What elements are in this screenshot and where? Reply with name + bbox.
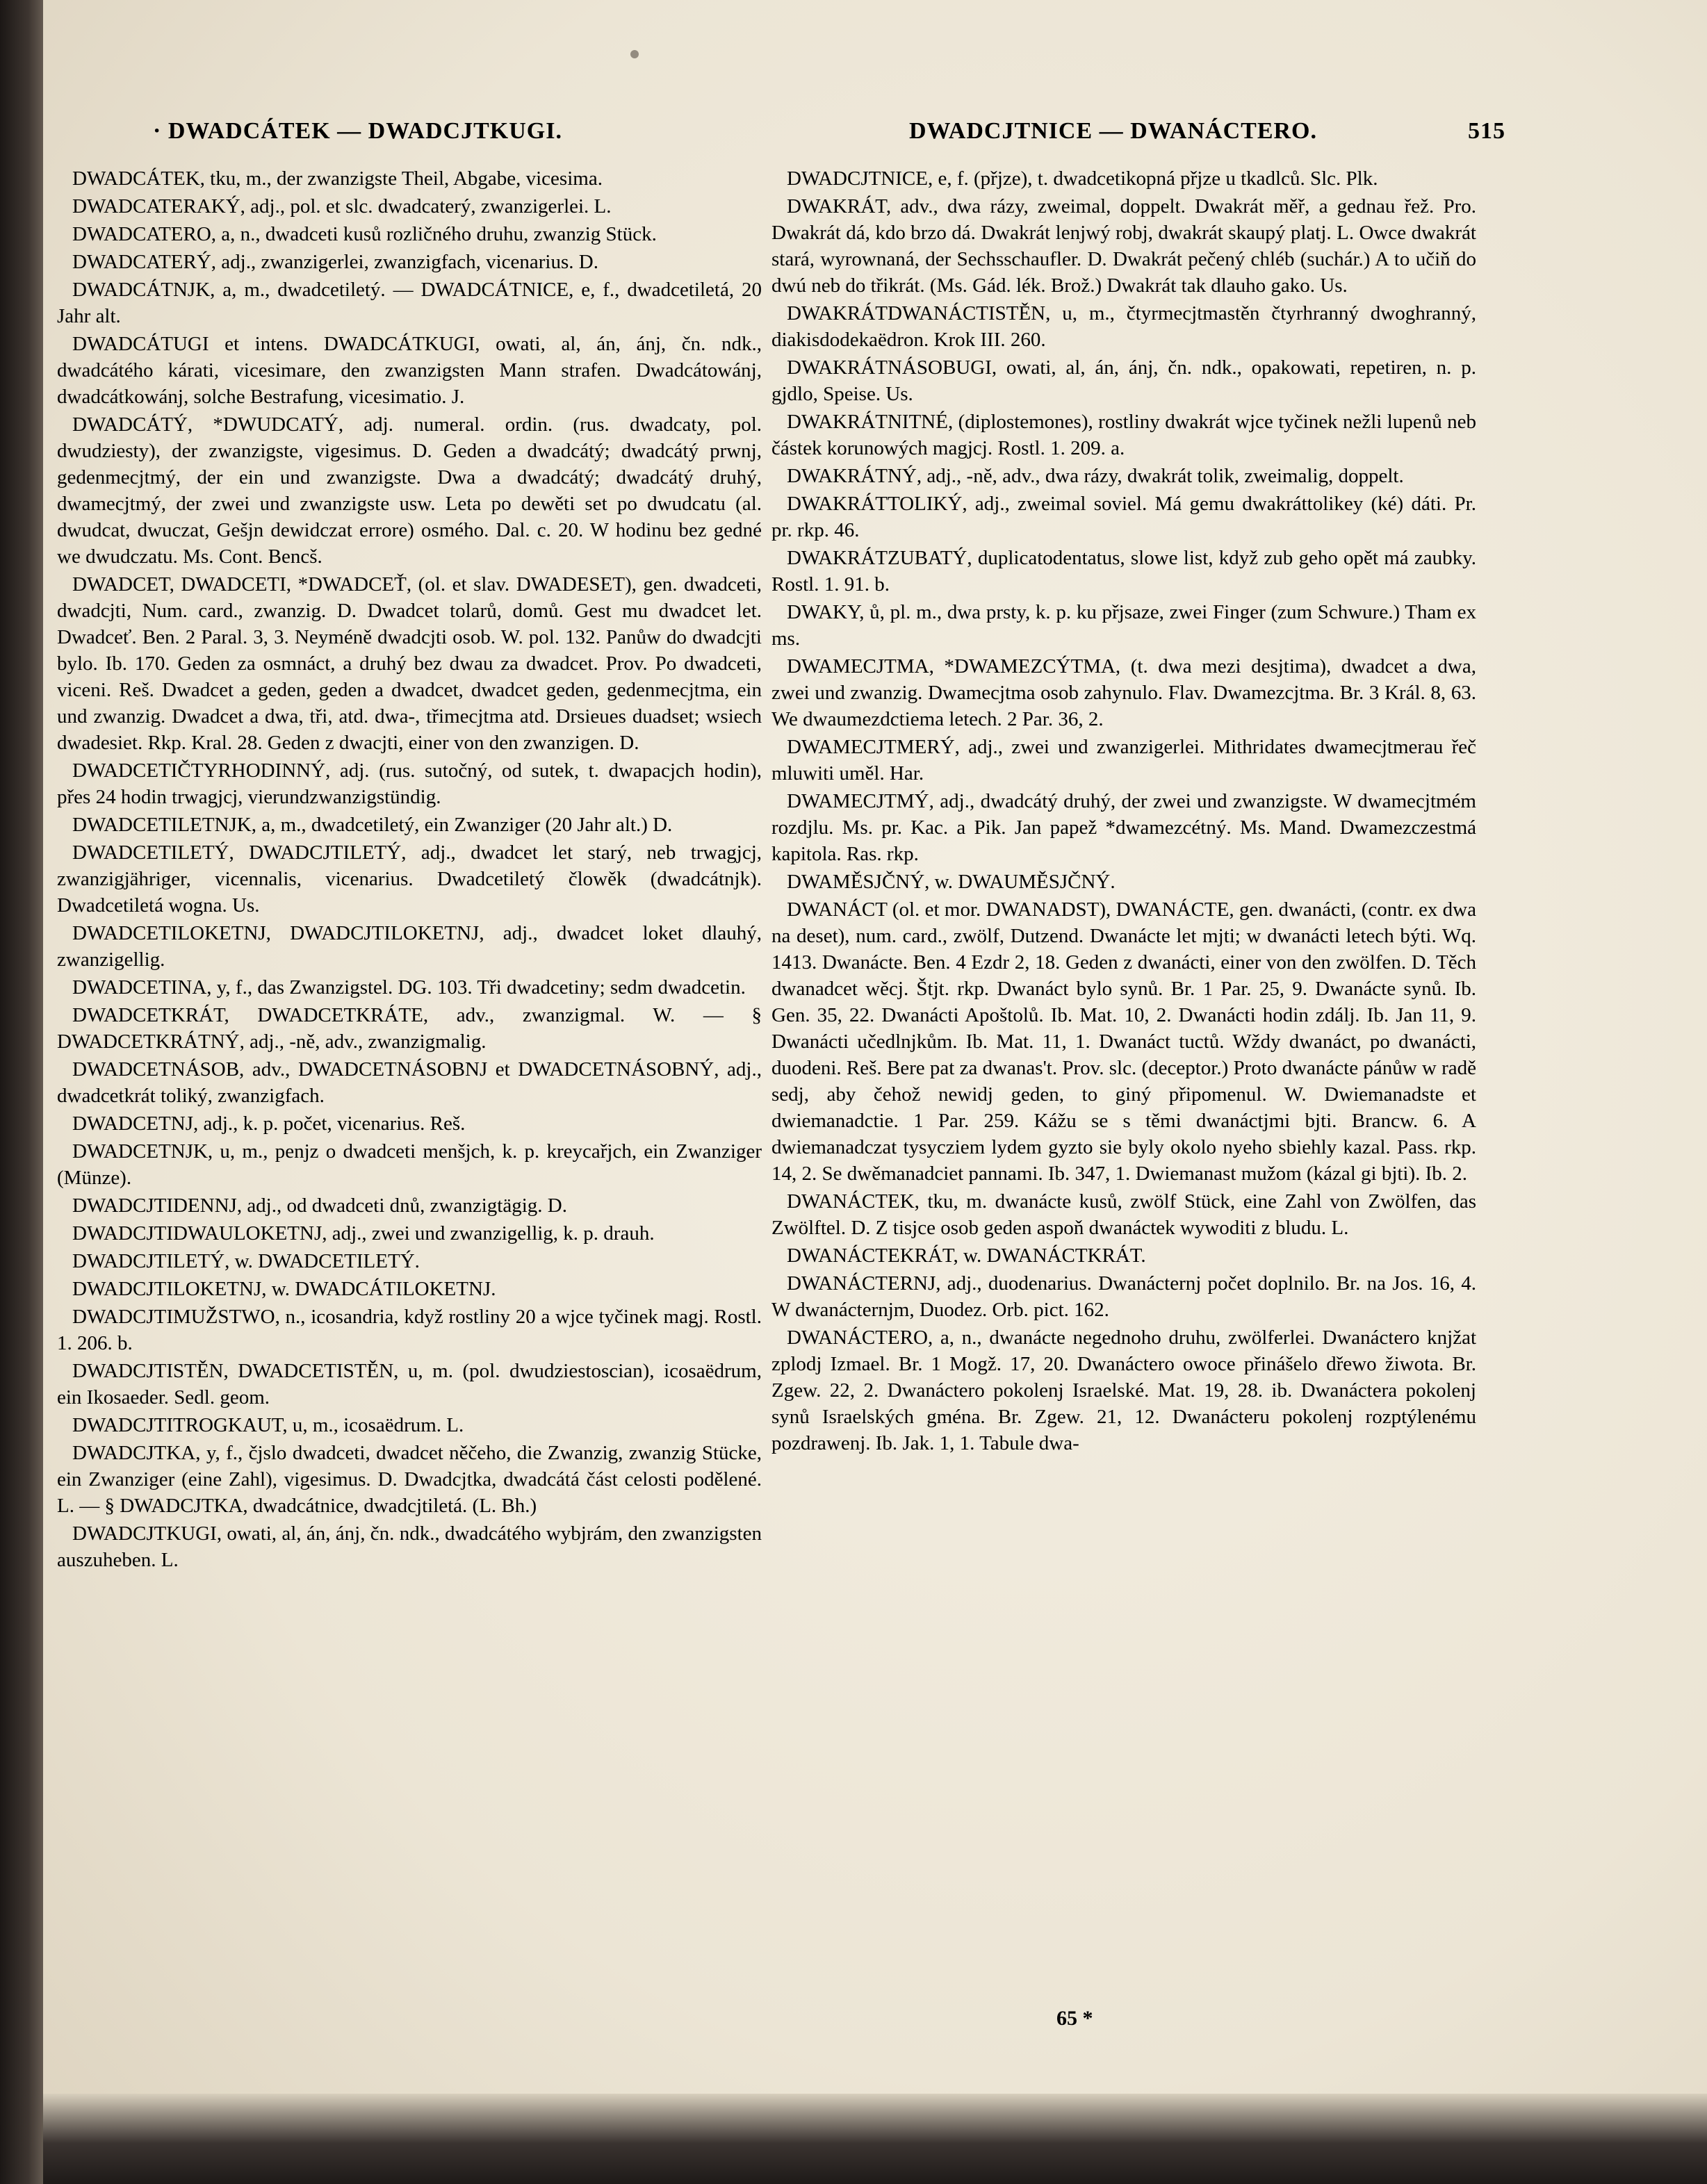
page-number: 515 bbox=[1468, 118, 1505, 144]
entry: DWADCETILETNJK, a, m., dwadcetiletý, ein Zwanziger (20 Jahr alt.) D. bbox=[72, 814, 673, 836]
entry: DWADCJTISTĚN, DWADCETISTĚN, u, m. (pol. dwudziestoscian), icosaëdrum, ein Ikosaeder. Sedl. geom. bbox=[57, 1360, 762, 1409]
entry: DWADCETIČTYRHODINNÝ, adj. (rus. sutočný, od sutek, t. dwapacjch hodin), přes 24 hodin trwagjcj, vierundzwanzigstündig. bbox=[57, 760, 762, 808]
signature-mark: 65 * bbox=[1056, 2007, 1093, 2030]
entry: DWADCJTNICE, e, f. (přjze), t. dwadcetikopná přjze u tkadlců. Slc. Plk. bbox=[787, 167, 1378, 190]
entry: DWAMECJTMERÝ, adj., zwei und zwanzigerlei. Mithridates dwamecjtmerau řeč mluwiti uměl. Har. bbox=[771, 736, 1476, 785]
entry: DWANÁCTERO, a, n., dwanácte negednoho druhu, zwölferlei. Dwanáctero knjžat zplodj Izmael. Br. 1 Mogž. 17, 20. Dwanáctero owoce přinášelo dřewo žiwota. Br. Zgew. 22, 2. Dwanáctero pokolenj Israelské. Mat. 19, 28. ib. Dwanáctera pokolenj synů Israelských gména. Br. Zgew. 21, 12. Dwanácteru pokolenj rozptýlenému pozdrawenj. Ib. Jak. 1, 1. Tabule dwa- bbox=[771, 1327, 1476, 1454]
entry: DWADCET, DWADCETI, *DWADCEŤ, (ol. et slav. DWADESET), gen. dwadceti, dwadcjti, Num. card., zwanzig. D. Dwadcet tolarů, domů. Gest mu dwadcet let. Dwadceť. Ben. 2 Paral. 3, 3. Neyméně dwadcjti osob. W. pol. 132. Panůw do dwadcjti bylo. Ib. 170. Geden za osmnáct, a druhý bez dwau za dwadcet. Prov. Po dwadceti, viceni. Reš. Dwadcet a geden, geden a dwadcet, dwadcet geden, gedenmecjtma, ein und zwanzig. Dwadcet a dwa, tři, atd. dwa-, třimecjtma atd. Drsieues duadset; wsiech dwadesiet. Rkp. Kral. 28. Geden z dwacjti, einer von den zwanzigen. D. bbox=[57, 573, 762, 754]
entry: DWAMĚSJČNÝ, w. DWAUMĚSJČNÝ. bbox=[787, 871, 1116, 893]
entry: DWADCATERO, a, n., dwadceti kusů rozličného druhu, zwanzig Stück. bbox=[72, 223, 657, 245]
entry: DWAKRÁTDWANÁCTISTĚN, u, m., čtyrmecjtmastěn čtyrhranný dwoghranný, diakisdodekaëdron. Krok III. 260. bbox=[771, 302, 1476, 351]
entry: DWADCJTITROGKAUT, u, m., icosaëdrum. L. bbox=[72, 1414, 464, 1436]
right-column bbox=[771, 165, 1476, 1458]
entry: DWADCJTKA, y, f., čjslo dwadceti, dwadcet něčeho, die Zwanzig, zwanzig Stücke, ein Zwanziger (eine Zahl), vigesimus. D. Dwadcjtka, dwadcátá část celosti podělené. L. — § DWADCJTKA, dwadcátnice, dwadcjtiletá. (L. Bh.) bbox=[57, 1442, 762, 1517]
entry: DWAKRÁTZUBATÝ, duplicatodentatus, slowe list, když zub geho opět má zaubky. Rostl. 1. 91. b. bbox=[771, 547, 1476, 596]
entry: DWADCETNJ, adj., k. p. počet, vicenarius. Reš. bbox=[72, 1112, 466, 1135]
entry: DWAKRÁTNÝ, adj., -ně, adv., dwa rázy, dwakrát tolik, zweimalig, doppelt. bbox=[787, 465, 1404, 487]
running-head-right: DWADCJTNICE — DWANÁCTERO. bbox=[909, 118, 1317, 144]
entry: DWAKRÁTNITNÉ, (diplostemones), rostliny dwakrát wjce tyčinek nežli lupenů neb částek korunowých magjcj. Rostl. 1. 209. a. bbox=[771, 411, 1476, 459]
entry: DWADCATERÝ, adj., zwanzigerlei, zwanzigfach, vicenarius. D. bbox=[72, 251, 598, 273]
entry: DWADCÁTUGI et intens. DWADCÁTKUGI, owati, al, án, ánj, čn. ndk., dwadcátého kárati, vicesimare, den zwanzigsten Mann strafen. Dwadcátowánj, dwadcátkowánj, solche Bestrafung, vicesimatio. J. bbox=[57, 333, 762, 408]
entry: DWADCETKRÁT, DWADCETKRÁTE, adv., zwanzigmal. W. — § DWADCETKRÁTNÝ, adj., -ně, adv., zwanzigmalig. bbox=[57, 1004, 762, 1053]
entry: DWADCJTIDWAULOKETNJ, adj., zwei und zwanzigellig, k. p. drauh. bbox=[72, 1222, 655, 1245]
ink-spot bbox=[630, 50, 639, 58]
entry: DWAKRÁTNÁSOBUGI, owati, al, án, ánj, čn. ndk., opakowati, repetiren, n. p. gjdlo, Speise. Us. bbox=[771, 356, 1476, 405]
entry: DWADCJTIMUŽSTWO, n., icosandria, když rostliny 20 a wjce tyčinek magj. Rostl. 1. 206. b. bbox=[57, 1306, 762, 1354]
left-column bbox=[57, 165, 762, 1575]
entry: DWADCÁTÝ, *DWUDCATÝ, adj. numeral. ordin. (rus. dwadcaty, pol. dwudziesty), der zwanzigste, vigesimus. D. Geden a dwadcátý; dwadcátý prwnj, gedenmecjtmý, der ein und zwanzigste. Dwa a dwadcátý; dwadcátý druhý, dwamecjtmý, der zwei und zwanzigste usw. Leta po dewěti set po dwudcatu (al. dwudcat, dwuczat, Gešjn dewidczat errore) osmého. Dal. c. 20. W hodinu bez gedné we dwudczatu. Ms. Cont. Bencš. bbox=[57, 413, 762, 568]
entry: DWADCÁTNJK, a, m., dwadcetiletý. — DWADCÁTNICE, e, f., dwadcetiletá, 20 Jahr alt. bbox=[57, 279, 762, 327]
entry: DWAKRÁT, adv., dwa rázy, zweimal, doppelt. Dwakrát měř, a gednau řež. Pro. Dwakrát dá, kdo brzo dá. Dwakrát lenjwý robj, dwakrát skaupý platj. L. Owce dwakrát stará, wyrownaná, der Sechsschaufler. D. Dwakrát pečený chléb (suchár.) A to učiň do dwú neb do třikrát. (Ms. Gád. lék. Brož.) Dwakrát tak dlauho gako. Us. bbox=[771, 195, 1476, 297]
entry: DWADCETINA, y, f., das Zwanzigstel. DG. 103. Tři dwadcetiny; sedm dwadcetin. bbox=[72, 976, 746, 999]
entry: DWADCETNJK, u, m., penjz o dwadceti menšjch, k. p. kreycařjch, ein Zwanziger (Münze). bbox=[57, 1140, 762, 1189]
entry: DWAMECJTMÝ, adj., dwadcátý druhý, der zwei und zwanzigste. W dwamecjtmém rozdjlu. Ms. pr. Kac. a Pik. Jan papež *dwamezcétný. Ms. Mand. Dwamezczestmá kapitola. Ras. rkp. bbox=[771, 790, 1476, 865]
running-head-left: · DWADCÁTEK — DWADCJTKUGI. bbox=[153, 118, 562, 144]
entry: DWADCJTILETÝ, w. DWADCETILETÝ. bbox=[72, 1250, 420, 1272]
entry: DWANÁCTEK, tku, m. dwanácte kusů, zwölf Stück, eine Zahl von Zwölfen, das Zwölftel. D. Z tisjce osob geden aspoň dwanáctek wywoditi z bludu. L. bbox=[771, 1190, 1476, 1239]
entry: DWAKRÁTTOLIKÝ, adj., zweimal soviel. Má gemu dwakráttolikey (ké) dáti. Pr. pr. rkp. 46. bbox=[771, 493, 1476, 541]
entry: DWANÁCTEKRÁT, w. DWANÁCTKRÁT. bbox=[787, 1245, 1146, 1267]
entry: DWADCJTKUGI, owati, al, án, ánj, čn. ndk., dwadcátého wybjrám, den zwanzigsten auszuheben. L. bbox=[57, 1522, 762, 1571]
entry: DWANÁCT (ol. et mor. DWANADST), DWANÁCTE, gen. dwanácti, (contr. ex dwa na deset), num. card., zwölf, Dutzend. Dwanácte let mjti; w dwanácti letech býti. Wq. 1413. Dwanácte. Ben. 4 Ezdr 2, 18. Geden z dwanácti, einer von den zwölfen. D. Těch dwanadcet wěcj. Štjt. rkp. Dwanáct bylo synů. Br. 1 Par. 25, 9. Dwanácte synů. Ib. Gen. 35, 22. Dwanácti Apoštolů. Ib. Mat. 10, 2. Dwanácti hodin zdálj. Ib. Jan 11, 9. Dwanácti učedlnjkům. Ib. Mat. 11, 1. Dwanáct tuctů. Wždy dwanáct, po dwanácti, duodeni. Reš. Bere pat za dwanas't. Prov. slc. (deceptor.) Proto dwanácte pánůw w radě sedj, aby čehož newidj geden, to giný připomenul. W. Dwiemanadste et dwiemanadctie. 1 Par. 259. Kážu se s těmi dwanáctjmi bjti. Brancw. 6. A dwiemanadczat tysycziem lydem gyzto sie byly okolo nyeho sbiehly kazal. Pass. rkp. 14, 2. Se dwěmanadciet pannami. Ib. 347, 1. Dwiemanast mužom (kázal gi bjti). Ib. 2. bbox=[771, 898, 1476, 1185]
entry: DWADCJTILOKETNJ, w. DWADCÁTILOKETNJ. bbox=[72, 1278, 496, 1300]
entry: DWADCÁTEK, tku, m., der zwanzigste Theil, Abgabe, vicesima. bbox=[72, 167, 603, 190]
entry: DWADCJTIDENNJ, adj., od dwadceti dnů, zwanzigtägig. D. bbox=[72, 1194, 567, 1217]
entry: DWANÁCTERNJ, adj., duodenarius. Dwanácternj počet doplnilo. Br. na Jos. 16, 4. W dwanácternjm, Duodez. Orb. pict. 162. bbox=[771, 1272, 1476, 1321]
entry: DWADCETNÁSOB, adv., DWADCETNÁSOBNJ et DWADCETNÁSOBNÝ, adj., dwadcetkrát toliký, zwanzigfach. bbox=[57, 1058, 762, 1107]
entry: DWAMECJTMA, *DWAMEZCÝTMA, (t. dwa mezi desjtima), dwadcet a dwa, zwei und zwanzig. Dwamecjtma osob zahynulo. Flav. Dwamezcjtma. Br. 3 Král. 8, 63. We dwaumezdctiema letech. 2 Par. 36, 2. bbox=[771, 655, 1476, 730]
entry: DWADCETILOKETNJ, DWADCJTILOKETNJ, adj., dwadcet loket dlauhý, zwanzigellig. bbox=[57, 922, 762, 971]
entry: DWADCETILETÝ, DWADCJTILETÝ, adj., dwadcet let starý, neb trwagjcj, zwanzigjähriger, vicennalis, vicenarius. Dwadcetiletý člowěk (dwadcátnjk). Dwadcetiletá wogna. Us. bbox=[57, 841, 762, 917]
entry: DWAKY, ů, pl. m., dwa prsty, k. p. ku přjsaze, zwei Finger (zum Schwure.) Tham ex ms. bbox=[771, 601, 1476, 650]
page-bottom-edge bbox=[43, 2094, 1707, 2184]
entry: DWADCATERAKÝ, adj., pol. et slc. dwadcaterý, zwanzigerlei. L. bbox=[72, 195, 612, 217]
